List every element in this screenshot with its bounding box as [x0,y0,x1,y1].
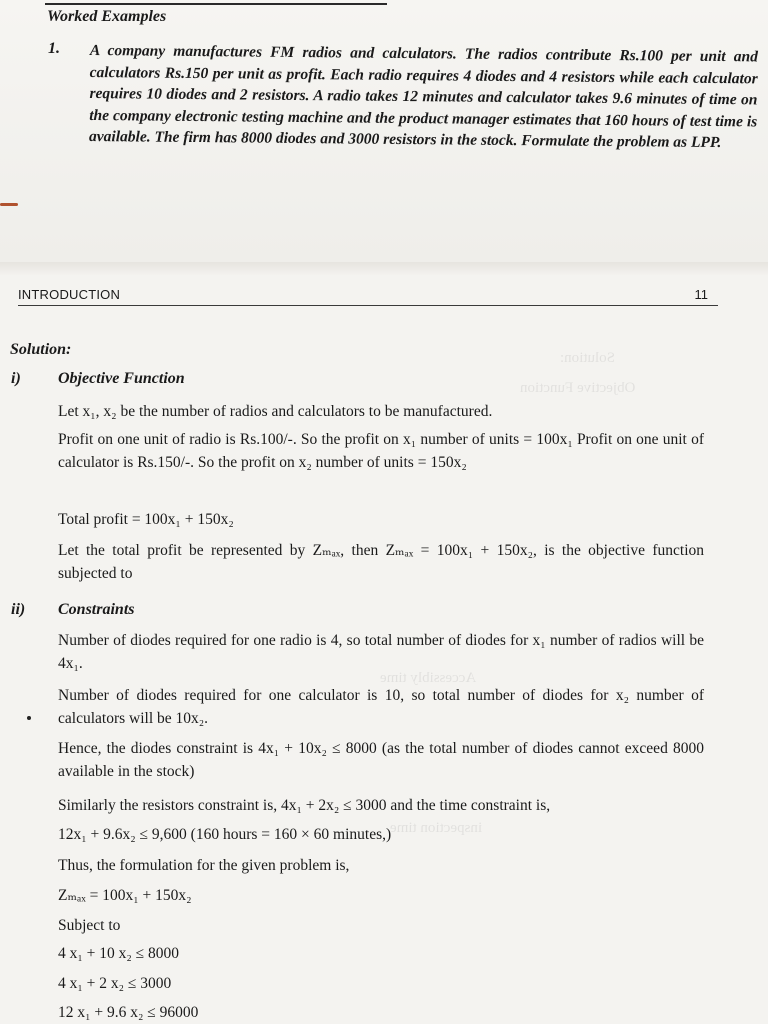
section-title: Worked Examples [47,8,167,25]
part1-total-profit: Total profit = 100x₁ + 150x₂ [58,511,234,528]
part2-para4: Similarly the resistors constraint is, 4x₁ + 2x₂ ≤ 3000 and the time constraint is, [58,797,551,814]
objective-formula: Zₘₐₓ = 100x₁ + 150x₂ [58,887,192,904]
subject-to-label: Subject to [58,917,121,934]
part2-para3: Hence, the diodes constraint is 4x₁ + 10x₂ ≤ 8000 (as the total number of diodes cannot exceed 8000 available in the stock) [58,740,704,780]
part1-para4: Let the total profit be represented by Zₘₐₓ, then Zₘₐₓ = 100x₁ + 150x₂, is the objective function subjected to [58,542,704,582]
constraint-diodes: 4 x₁ + 10 x₂ ≤ 8000 [58,945,180,962]
margin-mark [0,203,18,206]
part2-para1: Number of diodes required for one radio is 4, so total number of diodes for x₁ number of radios will be 4x₁. [58,632,704,672]
page-number: 11 [694,287,708,302]
constraint-time: 12 x₁ + 9.6 x₂ ≤ 96000 [58,1004,199,1021]
stray-bullet [27,716,31,720]
example-text: A company manufactures FM radios and calculators. The radios contribute Rs.100 per unit and calculators Rs.150 per unit as profit. Each radio requires 4 diodes and 4 resistors while each calculator requires 10 diodes and 2 resistors. A radio takes 12 minutes and calculator takes 9.6 minutes of time on the company electronic testing machine and the product manager estimates that 160 hours of test time is available. The firm has 8000 diodes and 3000 resistors in the stock. Formulate the problem as LPP. [88,41,758,152]
top-rule [45,3,387,5]
example-number: 1. [48,40,60,57]
part2-para2: Number of diodes required for one calculator is 10, so total number of diodes for x₂ number of calculators will be 10x₂. [58,687,704,727]
show-through-text: Objective Function [520,380,636,396]
part1-marker: i) [11,370,21,387]
part2-time-constraint: 12x₁ + 9.6x₂ ≤ 9,600 (160 hours = 160 × 60 minutes,) [58,826,392,843]
show-through-text: inspection time [390,820,483,836]
part1-para1: Let x₁, x₂ be the number of radios and calculators to be manufactured. [58,403,493,420]
show-through-text: Accessibly time [380,670,477,686]
part1-heading: Objective Function [58,370,185,387]
part2-marker: ii) [11,601,26,618]
header-rule [18,305,718,306]
part1-para2: Profit on one unit of radio is Rs.100/-. So the profit on x₁ number of units = 100x₁ Profit on one unit of calculator is Rs.150/-. So the profit on x₂ number of units = 150x₂ [58,431,704,471]
part2-para6: Thus, the formulation for the given problem is, [58,857,350,874]
constraint-resistors: 4 x₁ + 2 x₂ ≤ 3000 [58,975,172,992]
page-separator [0,262,768,276]
show-through-text: Solution: [560,350,616,366]
previous-page-fragment [0,0,768,262]
part2-heading: Constraints [58,601,135,618]
solution-title: Solution: [10,341,72,358]
running-head: INTRODUCTION [18,287,121,302]
